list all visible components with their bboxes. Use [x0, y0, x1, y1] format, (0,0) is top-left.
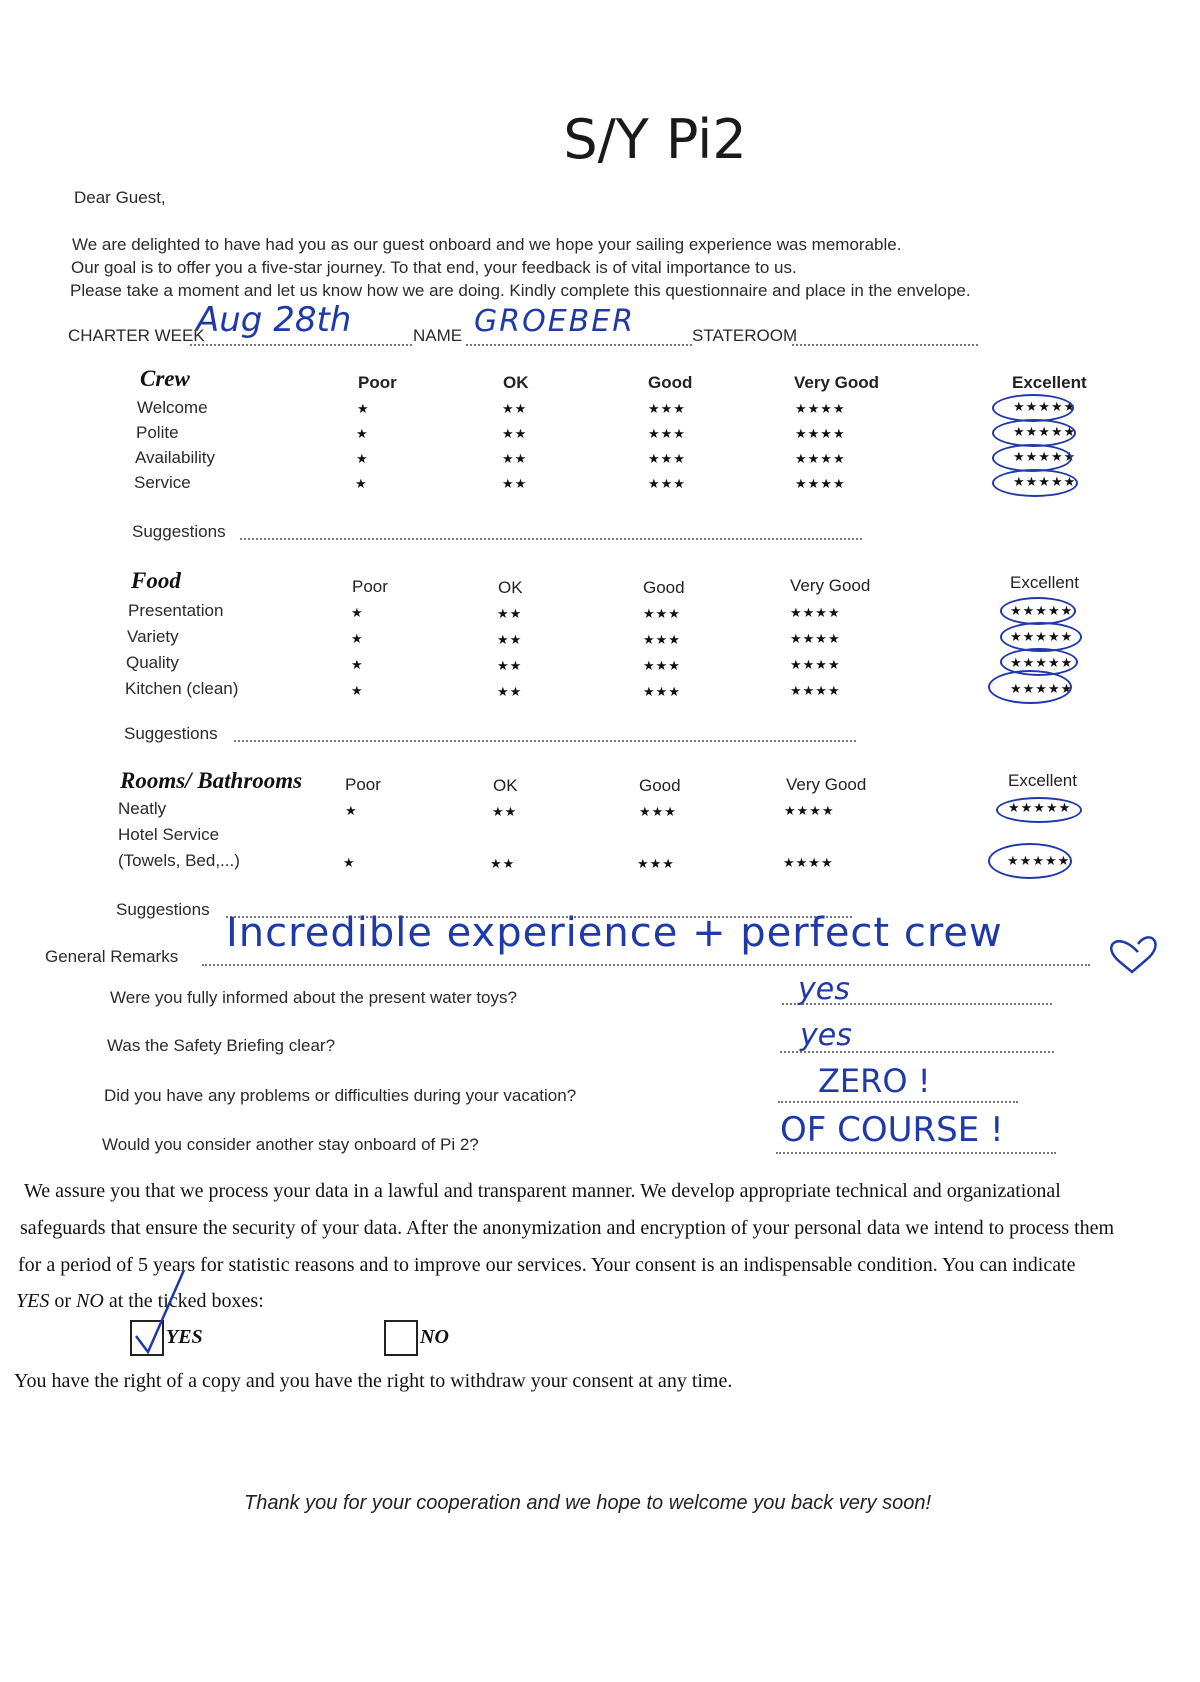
rooms-col-very-good: Very Good: [786, 775, 867, 794]
food-col-ok: OK: [498, 578, 523, 597]
heart-icon: [1111, 937, 1155, 972]
consent-rest: at the ticked boxes:: [103, 1290, 264, 1312]
star-rating-good[interactable]: ★★★: [639, 804, 677, 819]
star-rating-good[interactable]: ★★★: [648, 451, 686, 466]
intro-line-1: We are delighted to have had you as our guest onboard and we hope your sailing experience was memorable.: [72, 235, 902, 254]
food-section-title: Food: [131, 568, 181, 593]
star-rating-excellent[interactable]: ★★★★★: [1013, 474, 1077, 489]
charter-week-value[interactable]: Aug 28th: [196, 300, 352, 340]
answer-another-stay[interactable]: OF COURSE !: [780, 1110, 1004, 1150]
answer-safety-briefing[interactable]: yes: [800, 1018, 852, 1053]
answer-water-toys[interactable]: yes: [798, 972, 850, 1007]
rooms-row-hotel-service: Hotel Service: [118, 825, 220, 844]
greeting: Dear Guest,: [74, 188, 166, 207]
star-rating-excellent[interactable]: ★★★★★: [1013, 449, 1077, 464]
general-remarks-value[interactable]: Incredible experience + perfect crew: [226, 910, 1003, 956]
rooms-suggestions-label: Suggestions: [116, 900, 210, 919]
consent-yes-label: YES: [166, 1326, 203, 1348]
star-rating-poor[interactable]: ★: [357, 401, 370, 416]
rooms-col-excellent: Excellent: [1008, 771, 1077, 790]
food-suggestions-label: Suggestions: [124, 724, 218, 743]
star-rating-good[interactable]: ★★★: [643, 632, 681, 647]
consent-line-1: We assure you that we process your data in a lawful and transparent manner. We develop appropriate technical and organizational: [24, 1180, 1061, 1202]
consent-yes-word: YES: [16, 1290, 50, 1312]
star-rating-excellent[interactable]: ★★★★★: [1010, 629, 1074, 644]
star-rating-very-good[interactable]: ★★★★: [790, 657, 841, 672]
star-rating-ok[interactable]: ★★: [497, 684, 523, 699]
star-rating-good[interactable]: ★★★: [643, 658, 681, 673]
question-water-toys: Were you fully informed about the present water toys?: [110, 988, 517, 1007]
star-rating-excellent[interactable]: ★★★★★: [1008, 800, 1072, 815]
charter-week-label: CHARTER WEEK: [68, 326, 205, 345]
consent-no-label: NO: [420, 1326, 449, 1348]
intro-line-3: Please take a moment and let us know how we are doing. Kindly complete this questionnaire and place in the envelope.: [70, 281, 971, 300]
consent-line-3: for a period of 5 years for statistic reasons and to improve our services. Your consent is an indispensable condition. You can indicate: [18, 1254, 1076, 1276]
rooms-section-title: Rooms/ Bathrooms: [120, 768, 303, 793]
star-rating-excellent[interactable]: ★★★★★: [1010, 681, 1074, 696]
star-rating-good[interactable]: ★★★: [648, 476, 686, 491]
crew-row-availability: Availability: [135, 448, 216, 467]
general-remarks-label: General Remarks: [45, 947, 179, 966]
crew-col-excellent: Excellent: [1012, 373, 1087, 392]
star-rating-excellent[interactable]: ★★★★★: [1010, 603, 1074, 618]
star-rating-good[interactable]: ★★★: [637, 856, 675, 871]
star-rating-very-good[interactable]: ★★★★: [795, 426, 846, 441]
rooms-col-poor: Poor: [345, 775, 381, 794]
page-title: S/Y Pi2: [563, 108, 747, 171]
rooms-row-towels: (Towels, Bed,...): [118, 851, 240, 870]
star-rating-very-good[interactable]: ★★★★: [795, 401, 846, 416]
star-rating-ok[interactable]: ★★: [502, 451, 528, 466]
star-rating-poor[interactable]: ★: [351, 631, 364, 646]
star-rating-excellent[interactable]: ★★★★★: [1010, 655, 1074, 670]
rooms-row-neatly: Neatly: [118, 799, 167, 818]
question-another-stay: Would you consider another stay onboard of Pi 2?: [102, 1135, 479, 1154]
star-rating-very-good[interactable]: ★★★★: [784, 803, 835, 818]
crew-row-welcome: Welcome: [137, 398, 208, 417]
star-rating-ok[interactable]: ★★: [502, 401, 528, 416]
star-rating-ok[interactable]: ★★: [502, 476, 528, 491]
consent-no-word: NO: [76, 1290, 104, 1312]
star-rating-excellent[interactable]: ★★★★★: [1013, 399, 1077, 414]
star-rating-good[interactable]: ★★★: [648, 426, 686, 441]
food-col-good: Good: [643, 578, 685, 597]
food-row-presentation: Presentation: [128, 601, 224, 620]
star-rating-poor[interactable]: ★: [351, 683, 364, 698]
star-rating-ok[interactable]: ★★: [497, 632, 523, 647]
star-rating-poor[interactable]: ★: [355, 476, 368, 491]
crew-col-very-good: Very Good: [794, 373, 880, 392]
food-row-kitchen: Kitchen (clean): [125, 679, 239, 698]
name-label: NAME: [413, 326, 463, 345]
food-row-quality: Quality: [126, 653, 179, 672]
star-rating-poor[interactable]: ★: [356, 451, 369, 466]
star-rating-good[interactable]: ★★★: [643, 606, 681, 621]
intro-line-2: Our goal is to offer you a five-star journey. To that end, your feedback is of vital importance to us.: [71, 258, 797, 277]
star-rating-ok[interactable]: ★★: [497, 658, 523, 673]
crew-suggestions-label: Suggestions: [132, 522, 226, 541]
star-rating-very-good[interactable]: ★★★★: [783, 855, 834, 870]
stateroom-label: STATEROOM: [692, 326, 798, 345]
crew-row-polite: Polite: [136, 423, 179, 442]
star-rating-good[interactable]: ★★★: [648, 401, 686, 416]
star-rating-ok[interactable]: ★★: [490, 856, 516, 871]
star-rating-very-good[interactable]: ★★★★: [790, 683, 841, 698]
star-rating-good[interactable]: ★★★: [643, 684, 681, 699]
star-rating-ok[interactable]: ★★: [492, 804, 518, 819]
star-rating-poor[interactable]: ★: [343, 855, 356, 870]
star-rating-excellent[interactable]: ★★★★★: [1013, 424, 1077, 439]
crew-col-good: Good: [648, 373, 693, 392]
check-mark-icon: [136, 1270, 184, 1352]
crew-col-ok: OK: [503, 373, 529, 392]
star-rating-very-good[interactable]: ★★★★: [795, 476, 846, 491]
food-row-variety: Variety: [127, 627, 179, 646]
crew-row-service: Service: [134, 473, 191, 492]
food-col-poor: Poor: [352, 577, 388, 596]
food-col-excellent: Excellent: [1010, 573, 1079, 592]
star-rating-very-good[interactable]: ★★★★: [795, 451, 846, 466]
closing-message: Thank you for your cooperation and we hope to welcome you back very soon!: [244, 1492, 932, 1514]
consent-rights: You have the right of a copy and you have the right to withdraw your consent at any time.: [14, 1370, 733, 1392]
star-rating-ok[interactable]: ★★: [497, 606, 523, 621]
star-rating-ok[interactable]: ★★: [502, 426, 528, 441]
star-rating-poor[interactable]: ★: [345, 803, 358, 818]
star-rating-very-good[interactable]: ★★★★: [790, 631, 841, 646]
food-col-very-good: Very Good: [790, 576, 871, 595]
star-rating-very-good[interactable]: ★★★★: [790, 605, 841, 620]
rooms-col-ok: OK: [493, 776, 518, 795]
crew-col-poor: Poor: [358, 373, 397, 392]
star-rating-poor[interactable]: ★: [356, 426, 369, 441]
consent-or-word: or: [49, 1290, 77, 1312]
consent-line-2: safeguards that ensure the security of your data. After the anonymization and encryption of your personal data we intend to process them: [20, 1217, 1115, 1239]
crew-section-title: Crew: [140, 366, 190, 391]
star-rating-poor[interactable]: ★: [351, 605, 364, 620]
rooms-col-good: Good: [639, 776, 681, 795]
name-value[interactable]: GROEBER: [474, 304, 636, 339]
question-safety-briefing: Was the Safety Briefing clear?: [107, 1036, 336, 1055]
star-rating-poor[interactable]: ★: [351, 657, 364, 672]
question-problems: Did you have any problems or difficulties during your vacation?: [104, 1086, 577, 1105]
star-rating-excellent[interactable]: ★★★★★: [1007, 853, 1071, 868]
answer-problems[interactable]: ZERO !: [818, 1062, 931, 1100]
